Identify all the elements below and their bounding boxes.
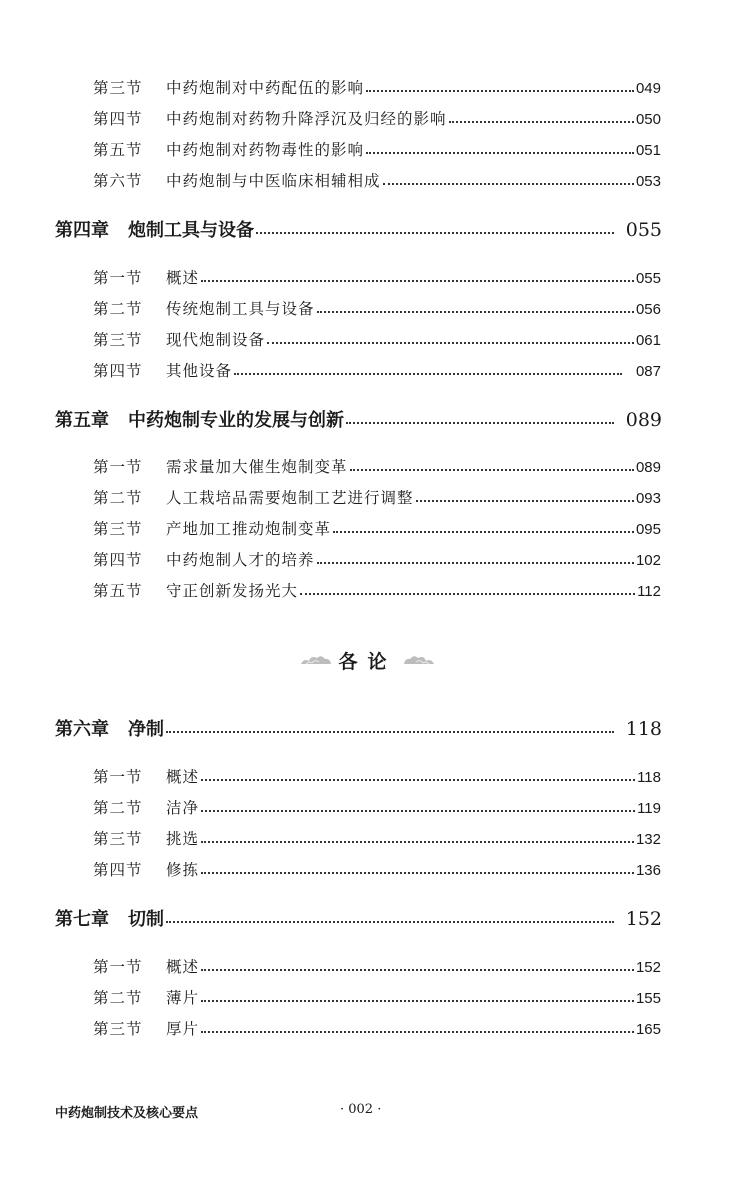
section-title: 概述 <box>166 958 200 976</box>
page-number: 095 <box>635 521 661 538</box>
toc-section-row[interactable] <box>93 858 661 880</box>
section-title: 传统炮制工具与设备 <box>166 300 315 318</box>
toc-section-row[interactable] <box>93 107 661 129</box>
section-title: 修拣 <box>166 861 200 879</box>
toc-chapter-row[interactable] <box>55 715 662 741</box>
page-number: 132 <box>635 831 661 848</box>
part-heading <box>300 642 435 678</box>
dot-leader <box>346 422 614 424</box>
page-number: 152 <box>635 959 661 976</box>
chapter-title: 中药炮制专业的发展与创新 <box>128 410 344 431</box>
section-title: 需求量加大催生炮制变革 <box>166 458 348 476</box>
page-number: 056 <box>635 301 661 318</box>
toc-chapter-row[interactable] <box>55 905 662 931</box>
toc-section-row[interactable] <box>93 796 661 818</box>
cloud-ornament-left-icon <box>300 653 332 667</box>
dot-leader <box>234 373 622 375</box>
page-number: 089 <box>625 409 662 431</box>
page-number: 050 <box>635 111 661 128</box>
section-title: 人工栽培品需要炮制工艺进行调整 <box>166 489 414 507</box>
section-number: 第四节 <box>93 362 143 380</box>
section-title: 中药炮制人才的培养 <box>166 551 315 569</box>
section-number: 第一节 <box>93 269 143 287</box>
section-title: 挑选 <box>166 830 200 848</box>
chapter-number: 第五章 <box>55 410 109 431</box>
section-number: 第三节 <box>93 520 143 538</box>
page-number: 118 <box>637 769 661 786</box>
dot-leader <box>383 183 634 185</box>
section-title: 薄片 <box>166 989 200 1007</box>
chapter-title: 净制 <box>128 719 164 740</box>
page-number: 055 <box>625 219 662 241</box>
toc-section-row[interactable] <box>93 486 661 508</box>
dot-leader <box>300 593 635 595</box>
toc-section-row[interactable] <box>93 169 661 191</box>
chapter-title: 炮制工具与设备 <box>128 220 254 241</box>
page-number: 089 <box>635 459 661 476</box>
section-title: 中药炮制对药物升降浮沉及归经的影响 <box>166 110 447 128</box>
section-number: 第一节 <box>93 458 143 476</box>
dot-leader <box>166 731 614 733</box>
toc-section-row[interactable] <box>93 986 661 1008</box>
dot-leader <box>201 841 634 843</box>
toc-chapter-row[interactable] <box>55 406 662 432</box>
chapter-number: 第四章 <box>55 220 109 241</box>
dot-leader <box>201 872 634 874</box>
page-number: 049 <box>635 80 661 97</box>
page-number: 053 <box>635 173 661 190</box>
dot-leader <box>201 779 635 781</box>
section-number: 第二节 <box>93 799 143 817</box>
toc-section-row[interactable] <box>93 517 661 539</box>
section-title: 现代炮制设备 <box>166 331 266 349</box>
section-number: 第四节 <box>93 551 143 569</box>
section-number: 第一节 <box>93 958 143 976</box>
section-number: 第二节 <box>93 300 143 318</box>
footer-page-number: · 002 · <box>340 1102 382 1117</box>
toc-section-row[interactable] <box>93 765 661 787</box>
section-number: 第六节 <box>93 172 143 190</box>
toc-section-row[interactable] <box>93 548 661 570</box>
toc-chapter-row[interactable] <box>55 216 662 242</box>
toc-section-row[interactable] <box>93 455 661 477</box>
section-number: 第三节 <box>93 79 143 97</box>
part-title: 各论 <box>338 650 397 673</box>
page-number: 152 <box>625 908 662 930</box>
page-number: 119 <box>637 800 661 817</box>
page-number: 155 <box>635 990 661 1007</box>
footer-book-title: 中药炮制技术及核心要点 <box>55 1106 199 1121</box>
dot-leader <box>350 469 634 471</box>
section-title: 守正创新发扬光大 <box>166 582 299 600</box>
page-number: 118 <box>625 718 662 740</box>
section-title: 厚片 <box>166 1020 200 1038</box>
page-number: 051 <box>635 142 661 159</box>
page-number: 102 <box>635 552 661 569</box>
section-number: 第二节 <box>93 989 143 1007</box>
page-number: 165 <box>635 1021 661 1038</box>
toc-section-row[interactable] <box>93 266 661 288</box>
dot-leader <box>201 810 635 812</box>
section-title: 中药炮制与中医临床相辅相成 <box>166 172 381 190</box>
section-title: 其他设备 <box>166 362 233 380</box>
dot-leader <box>366 90 634 92</box>
section-title: 中药炮制对中药配伍的影响 <box>166 79 365 97</box>
section-number: 第一节 <box>93 768 143 786</box>
section-title: 概述 <box>166 768 200 786</box>
toc-section-row[interactable] <box>93 76 661 98</box>
chapter-number: 第七章 <box>55 909 109 930</box>
toc-section-row[interactable] <box>93 138 661 160</box>
dot-leader <box>201 1031 634 1033</box>
section-number: 第三节 <box>93 331 143 349</box>
dot-leader <box>166 921 614 923</box>
section-number: 第五节 <box>93 582 143 600</box>
section-number: 第二节 <box>93 489 143 507</box>
dot-leader <box>317 311 634 313</box>
dot-leader <box>256 232 614 234</box>
toc-section-row[interactable] <box>93 579 661 601</box>
dot-leader <box>416 500 634 502</box>
section-title: 概述 <box>166 269 200 287</box>
dot-leader <box>449 121 634 123</box>
dot-leader <box>201 280 634 282</box>
section-number: 第三节 <box>93 830 143 848</box>
dot-leader <box>366 152 634 154</box>
section-number: 第四节 <box>93 110 143 128</box>
dot-leader <box>317 562 634 564</box>
dot-leader <box>267 342 634 344</box>
toc-section-row[interactable] <box>93 827 661 849</box>
page-number: 087 <box>635 363 661 380</box>
toc-section-row[interactable] <box>93 328 661 350</box>
cloud-ornament-right-icon <box>403 653 435 667</box>
dot-leader <box>201 1000 634 1002</box>
toc-section-row[interactable] <box>93 297 661 319</box>
chapter-number: 第六章 <box>55 719 109 740</box>
section-number: 第三节 <box>93 1020 143 1038</box>
section-title: 洁净 <box>166 799 200 817</box>
page-number: 112 <box>637 583 661 600</box>
chapter-title: 切制 <box>128 909 164 930</box>
toc-section-row[interactable] <box>93 1017 661 1039</box>
page-number: 093 <box>635 490 661 507</box>
section-number: 第四节 <box>93 861 143 879</box>
section-number: 第五节 <box>93 141 143 159</box>
dot-leader <box>333 531 634 533</box>
page-number: 136 <box>635 862 661 879</box>
page-number: 055 <box>635 270 661 287</box>
toc-section-row[interactable] <box>93 359 661 381</box>
page-number: 061 <box>635 332 661 349</box>
section-title: 产地加工推动炮制变革 <box>166 520 332 538</box>
section-title: 中药炮制对药物毒性的影响 <box>166 141 365 159</box>
toc-section-row[interactable] <box>93 955 661 977</box>
dot-leader <box>201 969 634 971</box>
